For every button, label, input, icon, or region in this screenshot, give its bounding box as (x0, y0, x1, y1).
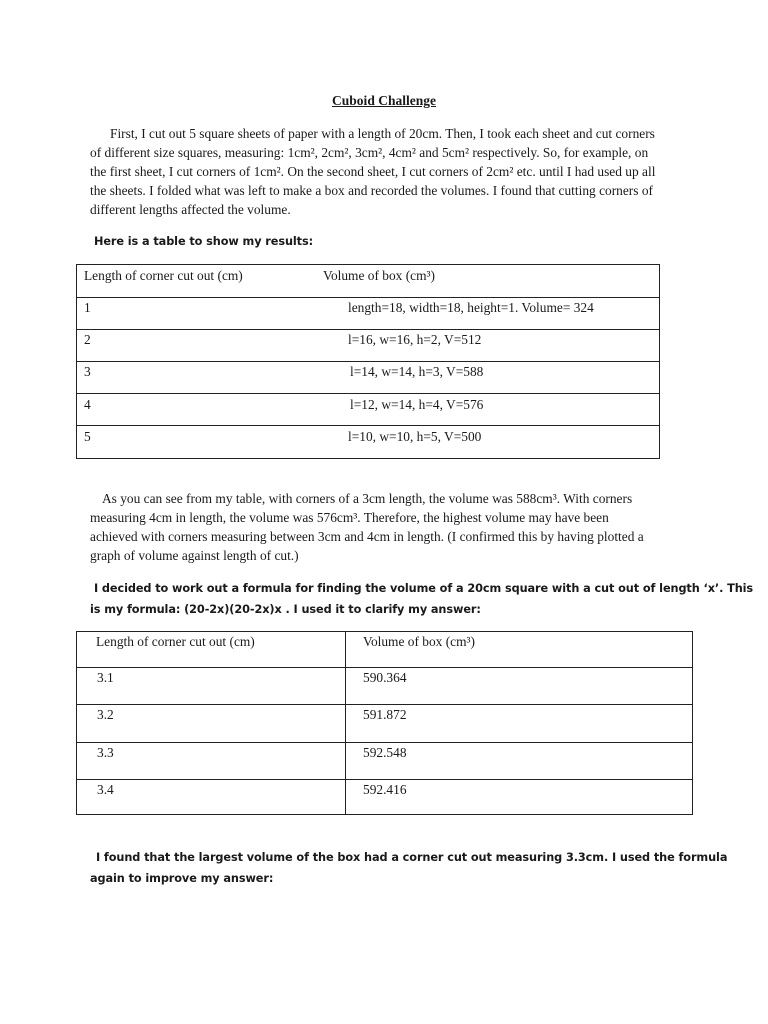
analysis-line: achieved with corners measuring between 3cm and 4cm in length. (I confirmed this by having plotted a (90, 529, 644, 544)
cell-length: 3.3 (97, 745, 114, 760)
formula-line: I decided to work out a formula for finding the volume of a 20cm square with a cut out of length ‘x’. This (94, 582, 754, 595)
conclusion-line: I found that the largest volume of the box had a corner cut out measuring 3.3cm. I used the formula (96, 851, 728, 864)
table-row (77, 393, 659, 426)
analysis-line: graph of volume against length of cut.) (90, 548, 299, 563)
intro-line: the first sheet, I cut corners of 1cm². On the second sheet, I cut corners of 2cm² etc. until I had used up all (90, 164, 656, 179)
table-row (77, 425, 659, 459)
cell-volume: l=10, w=10, h=5, V=500 (348, 429, 482, 444)
cell-volume: 590.364 (363, 670, 407, 685)
table-row (77, 742, 692, 780)
cell-volume: l=14, w=14, h=3, V=588 (350, 364, 484, 379)
table-header-volume: Volume of box (cm³) (363, 634, 475, 649)
cell-length: 5 (84, 429, 91, 444)
table-row (77, 361, 659, 394)
conclusion-paragraph (90, 847, 727, 889)
formula-results-table (76, 631, 693, 815)
table-row (77, 704, 692, 743)
conclusion-line: again to improve my answer: (90, 872, 274, 885)
cell-length: 4 (84, 397, 91, 412)
intro-paragraph (90, 124, 655, 219)
cell-length: 3 (84, 364, 91, 379)
cell-volume: length=18, width=18, height=1. Volume= 324 (348, 300, 594, 315)
table-row (77, 297, 659, 330)
analysis-paragraph (90, 489, 644, 565)
intro-line: of different size squares, measuring: 1cm², 2cm², 3cm², 4cm² and 5cm² respectively. So, for example, on (90, 145, 649, 160)
table-row (77, 667, 692, 705)
cell-volume: l=16, w=16, h=2, V=512 (348, 332, 482, 347)
cell-length: 2 (84, 332, 91, 347)
formula-paragraph (90, 578, 753, 620)
intro-line: First, I cut out 5 square sheets of paper with a length of 20cm. Then, I took each sheet and cut corners (110, 126, 655, 141)
table-header-volume: Volume of box (cm³) (323, 268, 435, 283)
cell-length: 1 (84, 300, 91, 315)
analysis-line: measuring 4cm in length, the volume was 576cm³. Therefore, the highest volume may have been (90, 510, 609, 525)
intro-line: the sheets. I folded what was left to make a box and recorded the volumes. I found that cutting corners of (90, 183, 653, 198)
results-heading: Here is a table to show my results: (94, 235, 314, 248)
cell-length: 3.1 (97, 670, 114, 685)
document-title: Cuboid Challenge (332, 93, 436, 108)
cell-length: 3.4 (97, 782, 114, 797)
cell-length: 3.2 (97, 707, 114, 722)
cell-volume: l=12, w=14, h=4, V=576 (350, 397, 484, 412)
formula-line: is my formula: (20-2x)(20-2x)x . I used it to clarify my answer: (90, 603, 481, 616)
intro-line: different lengths affected the volume. (90, 202, 291, 217)
table-row (77, 779, 692, 815)
table-header-length: Length of corner cut out (cm) (96, 634, 255, 649)
table-header-length: Length of corner cut out (cm) (84, 268, 243, 283)
analysis-line: As you can see from my table, with corners of a 3cm length, the volume was 588cm³. With corners (102, 491, 633, 506)
cell-volume: 592.416 (363, 782, 407, 797)
cell-volume: 592.548 (363, 745, 407, 760)
table-row (77, 329, 659, 362)
results-table (76, 264, 660, 459)
cell-volume: 591.872 (363, 707, 407, 722)
